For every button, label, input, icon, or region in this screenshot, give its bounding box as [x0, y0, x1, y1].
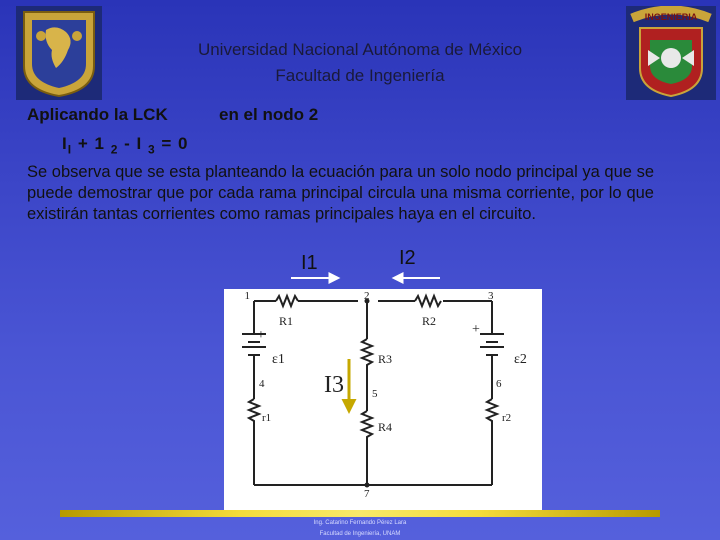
eq-i2-sub: 2 [110, 142, 119, 157]
r-int2-label: r2 [502, 412, 512, 424]
r2-label: R2 [422, 314, 437, 328]
r4-label: R4 [378, 420, 393, 434]
e2-label: ε2 [514, 352, 527, 367]
eq-plus: + [77, 134, 89, 153]
eq-i3-sub: 3 [147, 142, 156, 157]
eq-i1-sub: I [67, 142, 73, 157]
r3-label: R3 [378, 352, 393, 366]
node-1-label: 1 [244, 290, 250, 302]
e1-plus: + [257, 328, 265, 343]
ingenieria-logo-text: INGENIERIA [644, 12, 698, 22]
lck-heading: Aplicando la LCK [27, 105, 168, 124]
i3-label: I3 [324, 372, 344, 398]
university-title: Universidad Nacional Autónoma de México [197, 40, 523, 59]
i1-label: I1 [301, 252, 318, 274]
footer-institution: Facultad de Ingeniería, UNAM [319, 531, 401, 537]
node-5-label: 5 [372, 388, 378, 400]
node-4-label: 4 [259, 378, 265, 390]
r-int1-label: r1 [262, 412, 272, 424]
faculty-title: Facultad de Ingeniería [275, 66, 445, 85]
footer-credits [290, 518, 430, 540]
eq-i3: I [136, 134, 143, 153]
node-7-label: 7 [364, 488, 370, 500]
circuit-diagram [224, 289, 542, 514]
footer-author: Ing. Catarino Fernando Pérez Lara [313, 520, 407, 526]
footer-bar [60, 510, 660, 517]
e2-plus: + [472, 322, 480, 337]
eq-i2: 1 [94, 134, 105, 153]
e1-label: ε1 [272, 352, 285, 367]
eq-minus: - [124, 134, 131, 153]
node-heading: en el nodo 2 [219, 105, 319, 124]
i2-label: I2 [399, 247, 416, 269]
node-3-label: 3 [488, 290, 494, 302]
node-2-label: 2 [364, 290, 370, 302]
explanation-paragraph: Se observa que se esta planteando la ecuación para un solo nodo principal ya que se puede demostrar que por cada rama principal circula una misma corriente, por lo que existirán tantas corrientes como ramas principales haya en el circuito. [27, 163, 654, 223]
eq-equals: = 0 [161, 134, 189, 153]
node-6-label: 6 [496, 378, 502, 390]
r1-label: R1 [279, 314, 294, 328]
eq-i1: I [62, 134, 68, 153]
